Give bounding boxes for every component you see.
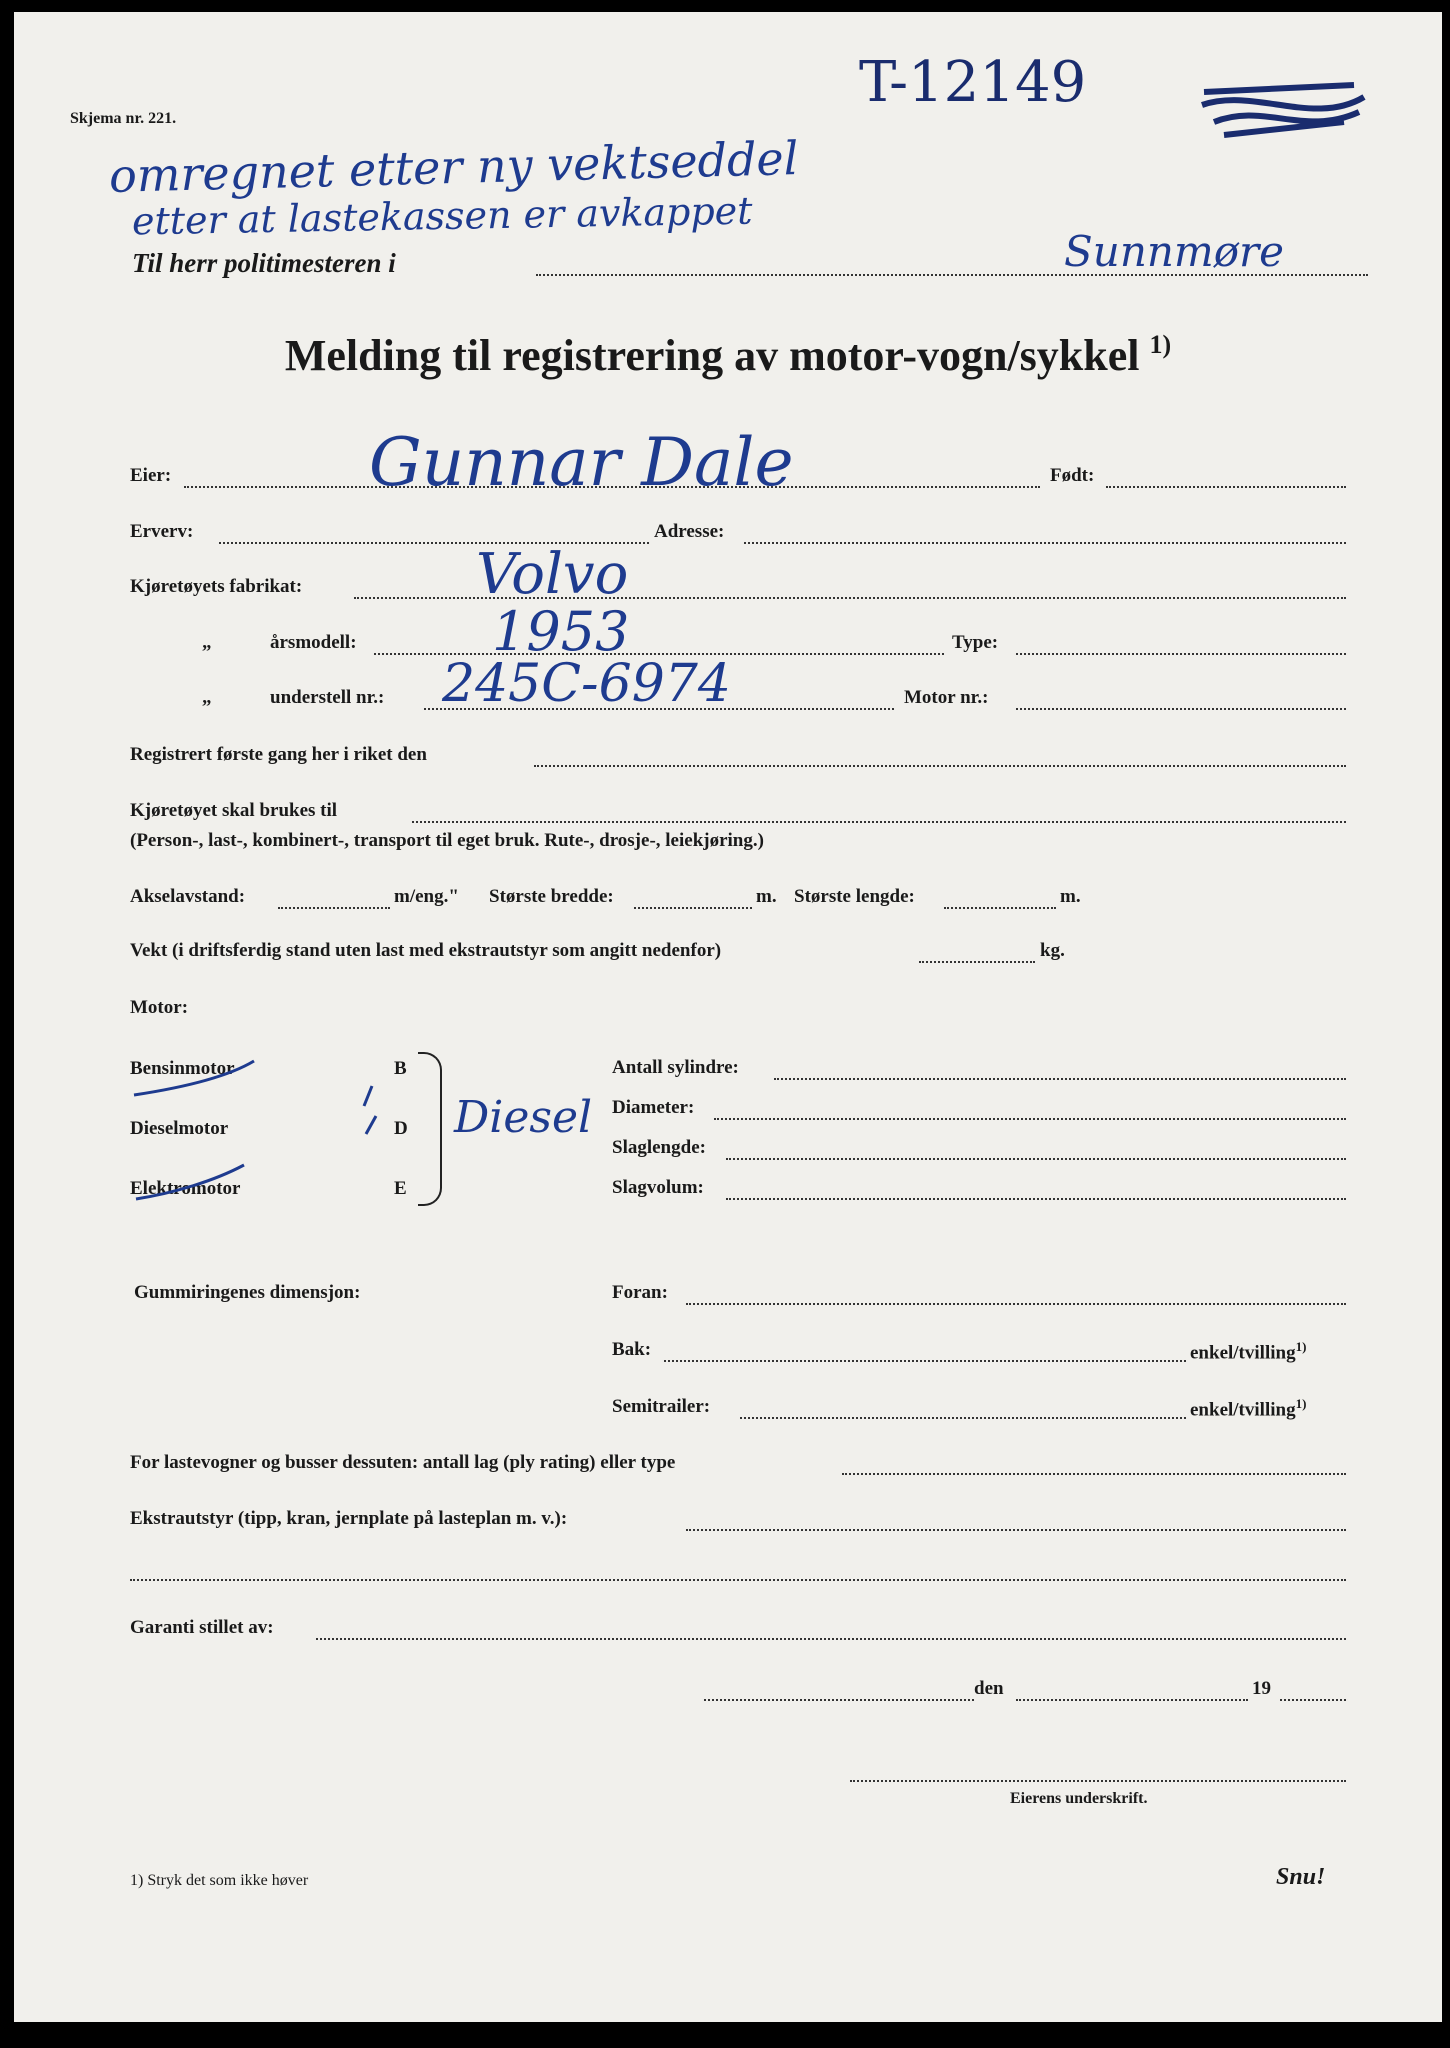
type-label: Type: (952, 632, 999, 653)
rear-line (664, 1360, 1186, 1362)
year-prefix: 19 (1252, 1678, 1271, 1699)
use-line (412, 821, 1346, 823)
registration-form (14, 12, 1442, 2022)
length-unit: m. (1060, 886, 1081, 907)
axle-unit: m/eng." (394, 886, 459, 907)
address-label: Adresse: (654, 521, 725, 542)
width-line (634, 907, 752, 909)
weight-label: Vekt (i driftsferdig stand uten last med ekstrautstyr som angitt nedenfor) (130, 940, 722, 961)
place-line (704, 1699, 974, 1701)
stroke-label: Slaglengde: (612, 1137, 706, 1158)
model-year-label: årsmodell: (270, 632, 357, 653)
form-title: Melding til registrering av motor-vogn/sykkel $^{1)}$ (284, 330, 1172, 380)
owner-label: Eier: (130, 465, 172, 486)
extra-equipment-label: Ekstrautstyr (tipp, kran, jernplate på lasteplan m. v.): (130, 1508, 568, 1529)
type-line (1016, 653, 1346, 655)
use-note: (Person-, last-, kombinert-, transport til eget bruk. Rute-, drosje-, leiekjøring.) (130, 830, 764, 851)
cylinders-label: Antall sylindre: (612, 1057, 739, 1078)
ditto-mark-2: „ (202, 687, 212, 708)
handwritten-note-line2: etter at lastekassen er avkappet (131, 188, 753, 244)
signature-line (850, 1780, 1346, 1782)
chassis-label: understell nr.: (270, 687, 385, 708)
rear-single-twin: enkel/tvilling$^{1)}$ (1190, 1339, 1307, 1364)
signature-label: Eierens underskrift. (1010, 1790, 1148, 1807)
handwritten-note-line1: omregnet etter ny vektseddel (108, 130, 800, 204)
motor-code-diesel: D (394, 1118, 408, 1139)
length-line (944, 907, 1056, 909)
diameter-label: Diameter: (612, 1097, 695, 1118)
footnote: 1) Stryk det som ikke høver (130, 1872, 309, 1889)
motor-code-petrol: B (394, 1058, 407, 1079)
semitrailer-line (740, 1417, 1186, 1419)
born-line (1106, 486, 1346, 488)
date-label: den (974, 1678, 1004, 1699)
volume-line (726, 1198, 1346, 1200)
first-registered-label: Registrert første gang her i riket den (130, 744, 427, 765)
date-line (1016, 1699, 1248, 1701)
guarantee-line (316, 1638, 1346, 1640)
diameter-line (714, 1118, 1346, 1120)
motor-label: Motor: (130, 997, 189, 1018)
guarantee-label: Garanti stillet av: (130, 1617, 274, 1638)
motor-type-diesel: Dieselmotor (130, 1118, 229, 1139)
weight-line (919, 961, 1035, 963)
scribble-mark (1194, 67, 1374, 147)
axle-label: Akselavstand: (130, 886, 246, 907)
motor-type-petrol: Bensinmotor (130, 1058, 235, 1079)
axle-line (278, 907, 390, 909)
tyres-label: Gummiringenes dimensjon: (134, 1282, 361, 1303)
motor-no-label: Motor nr.: (904, 687, 989, 708)
address-line (744, 542, 1346, 544)
motor-bracket (418, 1052, 442, 1206)
acquisition-label: Erverv: (130, 521, 194, 542)
handwritten-model-year: 1953 (492, 600, 630, 663)
handwritten-reference: T-12149 (859, 50, 1087, 115)
width-label: Største bredde: (489, 886, 614, 907)
ply-rating-label: For lastevogner og busser dessuten: antall lag (ply rating) eller type (130, 1452, 676, 1473)
semitrailer-label: Semitrailer: (612, 1396, 711, 1417)
volume-label: Slagvolum: (612, 1177, 704, 1198)
schema-number: Skjema nr. 221. (70, 110, 177, 127)
turn-over-note: Snu! (1276, 1864, 1326, 1890)
use-label: Kjøretøyet skal brukes til (130, 800, 338, 821)
year-line (1280, 1699, 1346, 1701)
motor-code-electric: E (394, 1178, 407, 1199)
tick-marks (354, 1082, 384, 1142)
weight-unit: kg. (1040, 940, 1065, 961)
extra-equipment-line-2 (130, 1579, 1346, 1581)
length-label: Største lengde: (794, 886, 915, 907)
handwritten-motor: Diesel (454, 1092, 593, 1143)
handwritten-district: Sunnmøre (1064, 227, 1284, 276)
first-registered-line (534, 765, 1346, 767)
cylinders-line (774, 1078, 1346, 1080)
strike-marks (124, 1057, 264, 1207)
motor-type-electric: Elektromotor (130, 1178, 241, 1199)
addressee-label: Til herr politimesteren i (132, 248, 396, 278)
stroke-line (726, 1158, 1346, 1160)
handwritten-make: Volvo (476, 542, 629, 607)
ply-rating-line (842, 1473, 1346, 1475)
width-unit: m. (756, 886, 777, 907)
front-line (686, 1303, 1346, 1305)
handwritten-chassis: 245C-6974 (442, 654, 731, 714)
extra-equipment-line (686, 1529, 1346, 1531)
handwritten-owner: Gunnar Dale (369, 424, 794, 501)
front-label: Foran: (612, 1282, 668, 1303)
semitrailer-single-twin: enkel/tvilling$^{1)}$ (1190, 1396, 1307, 1421)
ditto-mark-1: „ (202, 632, 212, 653)
motor-no-line (1016, 708, 1346, 710)
born-label: Født: (1050, 465, 1095, 486)
rear-label: Bak: (612, 1339, 652, 1360)
make-label: Kjøretøyets fabrikat: (130, 576, 303, 597)
